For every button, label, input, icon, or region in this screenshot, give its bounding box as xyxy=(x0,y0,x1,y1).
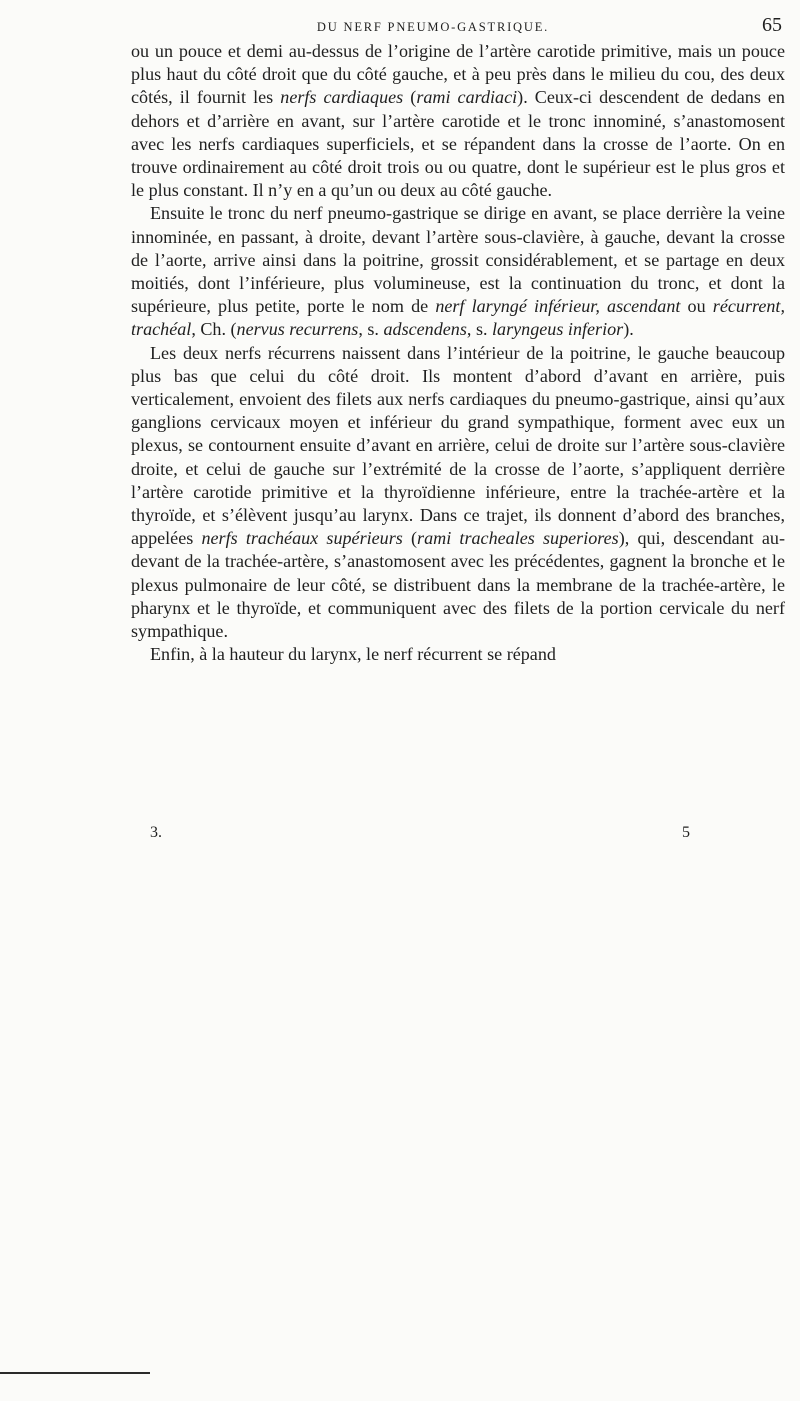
text-run: Enfin, à la hauteur du larynx, le nerf récurrent se répand xyxy=(150,644,556,665)
paragraph xyxy=(131,202,785,341)
paragraph xyxy=(131,342,785,644)
text-run: ( xyxy=(402,528,418,549)
text-run: , s. xyxy=(466,319,493,340)
italic-term: rami cardiaci xyxy=(416,87,518,108)
running-title: DU NERF PNEUMO-GASTRIQUE. xyxy=(316,20,550,34)
italic-term: rami tracheales superiores xyxy=(417,528,619,549)
text-run: , s. xyxy=(358,319,384,340)
page-number: 65 xyxy=(762,14,782,36)
italic-term: nervus recurrens xyxy=(236,319,359,340)
scan-edge-rule xyxy=(0,1372,150,1374)
text-run: Ensuite le tronc du nerf pneumo-gastrique se dirige en avant, se place derrière la veine innominée, en passant, à droite, devant l’artère sous-clavière, à gauche, devant la crosse de l’aorte, arrive ainsi dans la poitrine, grossit considérablement, et se partage en deux moitiés, dont l’inférieure, plus volumineuse, est la continuation du tronc, et dont la supérieure, plus petite, porte le nom de xyxy=(131,203,785,317)
body-text xyxy=(131,40,785,666)
italic-term: adscendens xyxy=(383,319,467,340)
text-run: ou xyxy=(680,296,713,317)
printer-signatures xyxy=(150,824,690,846)
italic-term: nerfs trachéaux supérieurs xyxy=(201,528,403,549)
text-run: ). xyxy=(623,319,634,340)
text-run: ), qui, descendant au-devant de la trachée-artère, s’anastomosent avec les précédentes, gagnent la bronche et le plexus pulmonaire de leur côté, se distribuent dans la membrane de la trachée-artère, le pharynx et le thyroïde, et communiquent avec des filets de la portion cervicale du nerf sympathique. xyxy=(131,528,785,642)
text-run: ou un pouce et demi au-dessus de l’origine de l’artère carotide primitive, mais un pouce plus haut du côté droit que du côté gauche, et à peu près dans le milieu du cou, des deux côtés, il fournit les xyxy=(131,41,785,108)
text-run: ). Ceux-ci descendent de dedans en dehors et d’arrière en avant, sur l’artère carotide et le tronc innominé, s’anastomosent avec les nerfs cardiaques superficiels, et se répandent dans la crosse de l’aorte. On en trouve ordinairement au côté droit trois ou ou quatre, dont le supérieur est le plus gros et le plus constant. Il n’y en a qu’un ou deux au côté gauche. xyxy=(131,87,785,201)
paragraph xyxy=(131,40,785,202)
signature-mark-right: 5 xyxy=(682,824,690,841)
signature-mark-left: 3. xyxy=(150,824,162,841)
paragraph xyxy=(131,643,785,666)
running-head xyxy=(132,10,782,36)
text-run: ( xyxy=(403,87,417,108)
italic-term: laryngeus inferior xyxy=(492,319,624,340)
italic-term: récurrent, trachéal xyxy=(131,296,785,340)
italic-term: nerfs cardiaques xyxy=(280,87,404,108)
italic-term: nerf laryngé inférieur, ascendant xyxy=(435,296,681,317)
text-run: , Ch. ( xyxy=(191,319,237,340)
text-run: Les deux nerfs récurrens naissent dans l’intérieur de la poitrine, le gauche beaucoup plus bas que celui du côté droit. Ils montent d’abord d’avant en arrière, puis verticalement, envoient des filets aux nerfs cardiaques du pneumo-gastrique, ainsi qu’aux ganglions cervicaux moyen et inférieur du grand sympathique, forment avec eux un plexus, se contournent ensuite d’avant en arrière, celui de droite sur l’artère sous-clavière droite, et celui de gauche sur l’extrémité de la crosse de l’aorte, s’appliquent derrière l’artère carotide primitive et la thyroïdienne inférieure, entre la trachée-artère et la thyroïde, et s’élèvent jusqu’au larynx. Dans ce trajet, ils donnent d’abord des branches, appelées xyxy=(131,342,785,549)
